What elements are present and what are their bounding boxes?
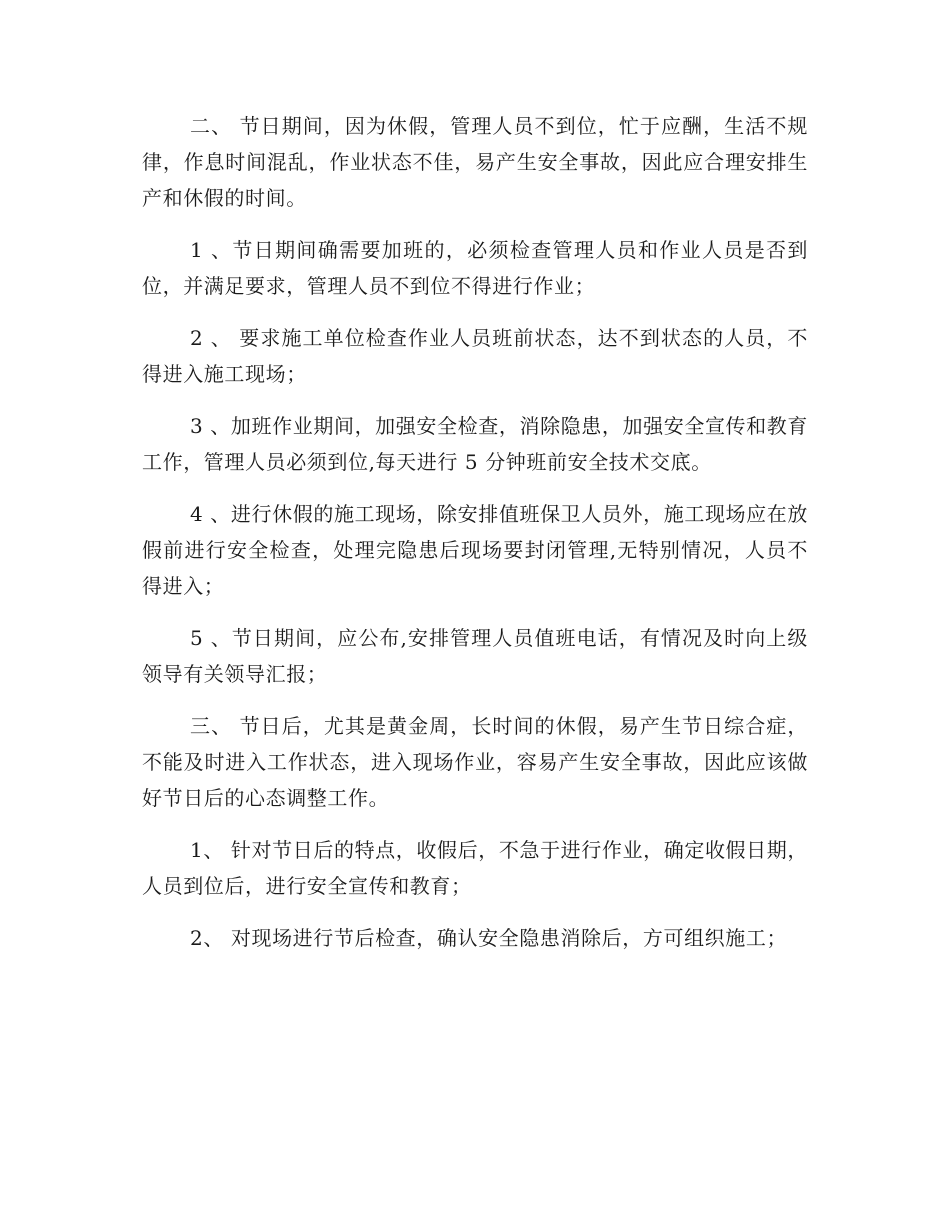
paragraph-post-item-2: 2、 对现场进行节后检查，确认安全隐患消除后，方可组织施工；	[190, 926, 788, 950]
paragraph-item-2: 2 、 要求施工单位检查作业人员班前状态，达不到状态的人员，不得进入施工现场；	[142, 326, 808, 386]
paragraph-item-1: 1 、节日期间确需要加班的，必须检查管理人员和作业人员是否到位，并满足要求，管理人员不到位不得进行作业；	[142, 238, 808, 298]
paragraph-section-two: 二、 节日期间，因为休假，管理人员不到位，忙于应酬，生活不规律，作息时间混乱，作业状态不佳，易产生安全事故，因此应合理安排生产和休假的时间。	[142, 114, 808, 210]
paragraph-item-3: 3 、加班作业期间，加强安全检查，消除隐患，加强安全宣传和教育工作，管理人员必须到位,每天进行 5 分钟班前安全技术交底。	[142, 414, 808, 474]
paragraph-section-three: 三、 节日后，尤其是黄金周，长时间的休假，易产生节日综合症，不能及时进入工作状态，进入现场作业，容易产生安全事故，因此应该做好节日后的心态调整工作。	[142, 714, 808, 810]
paragraph-post-item-1: 1、 针对节日后的特点，收假后，不急于进行作业，确定收假日期，人员到位后，进行安全宣传和教育；	[142, 838, 808, 898]
paragraph-item-5: 5 、节日期间，应公布,安排管理人员值班电话，有情况及时向上级领导有关领导汇报；	[142, 626, 808, 686]
paragraph-item-4: 4 、进行休假的施工现场，除安排值班保卫人员外，施工现场应在放假前进行安全检查，处理完隐患后现场要封闭管理,无特别情况，人员不得进入；	[142, 502, 808, 598]
document-body	[142, 108, 808, 972]
